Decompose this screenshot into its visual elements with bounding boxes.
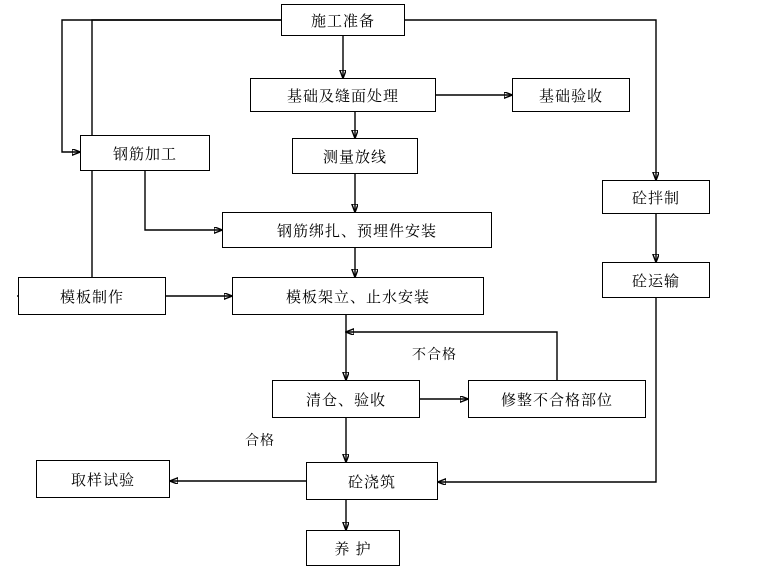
node-label: 基础及缝面处理 <box>286 87 399 105</box>
node-shigong-zhunbei[interactable] <box>281 4 405 36</box>
node-label: 砼运输 <box>631 272 680 290</box>
node-jichu-yanshou[interactable] <box>512 78 630 112</box>
edge-label-text: 不合格 <box>412 346 457 362</box>
node-gangjin-jiagong[interactable] <box>80 135 210 171</box>
node-label: 清仓、验收 <box>305 391 386 409</box>
node-celiang-fangxian[interactable] <box>292 138 418 174</box>
node-label: 钢筋加工 <box>112 145 177 163</box>
node-muban-zhizuo[interactable] <box>18 277 166 315</box>
node-muban-jiali[interactable] <box>232 277 484 315</box>
edge-label-text: 合格 <box>245 432 275 448</box>
node-jichu-fengmian[interactable] <box>250 78 436 112</box>
node-quyang-shiyan[interactable] <box>36 460 170 498</box>
node-label: 施工准备 <box>310 12 375 30</box>
node-tong-banzhi[interactable] <box>602 180 710 214</box>
node-label: 测量放线 <box>322 148 387 166</box>
node-label: 基础验收 <box>538 87 603 105</box>
node-label: 养 护 <box>334 540 372 558</box>
node-tong-yunshu[interactable] <box>602 262 710 298</box>
node-label: 钢筋绑扎、预埋件安装 <box>276 222 437 240</box>
node-yanghu[interactable] <box>306 530 400 566</box>
node-tong-jiaozhu[interactable] <box>306 462 438 500</box>
node-label: 模板架立、止水安装 <box>285 288 430 306</box>
node-label: 砼拌制 <box>631 189 680 207</box>
node-label: 修整不合格部位 <box>500 391 613 409</box>
node-xiuzheng-buhege[interactable] <box>468 380 646 418</box>
node-label: 取样试验 <box>70 471 135 489</box>
node-qingcang-yanshou[interactable] <box>272 380 420 418</box>
node-label: 砼浇筑 <box>347 473 396 491</box>
edge-label-hege <box>245 430 275 450</box>
node-label: 模板制作 <box>59 288 124 306</box>
edge-label-buhege <box>412 344 457 364</box>
node-gangjin-bangzha[interactable] <box>222 212 492 248</box>
